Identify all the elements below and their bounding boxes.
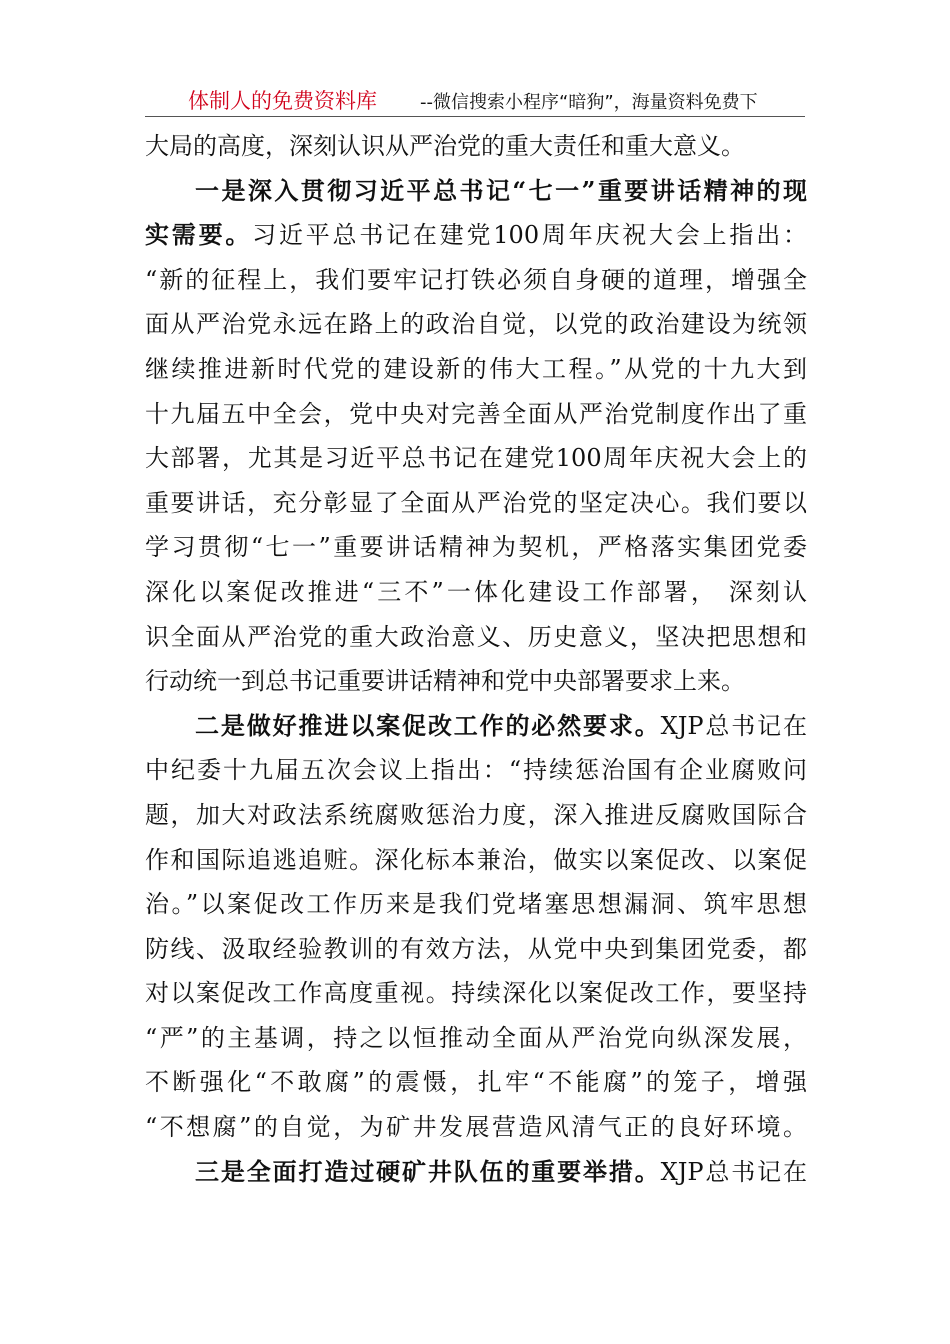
body-text: XJP总书记在 — [660, 1157, 808, 1186]
body-text: 学习贯彻“七一”重要讲话精神为契机，严格落实集团党委 — [145, 533, 807, 562]
text-line — [145, 169, 807, 214]
header-brand: 体制人的免费资料库 — [188, 89, 377, 113]
text-line — [145, 436, 807, 481]
body-text: 不断强化“不敢腐”的震慑，扎牢“不能腐”的笼子，增强 — [145, 1068, 807, 1097]
text-line — [145, 1105, 807, 1150]
body-text: 对以案促改工作高度重视。持续深化以案促改工作，要坚持 — [145, 979, 807, 1008]
page-header — [145, 84, 805, 117]
body-text: 中纪委十九届五次会议上指出：“持续惩治国有企业腐败问 — [145, 756, 807, 785]
body-text: 十九届五中全会，党中央对完善全面从严治党制度作出了重 — [145, 399, 807, 428]
text-line — [145, 1016, 807, 1061]
text-line — [145, 927, 807, 972]
text-line — [145, 570, 807, 615]
text-line — [145, 838, 807, 883]
body-text: 重要讲话，充分彰显了全面从严治党的坚定决心。我们要以 — [145, 488, 807, 517]
body-text: 习近平总书记在建党100周年庆祝大会上指出： — [252, 221, 808, 250]
body-text: 识全面从严治党的重大政治意义、历史意义，坚决把思想和 — [145, 622, 807, 651]
text-line — [145, 302, 807, 347]
body-text: 作和国际追逃追赃。深化标本兼治，做实以案促改、以案促 — [145, 845, 807, 874]
body-text: “不想腐”的自觉，为矿井发展营造风清气正的良好环境。 — [145, 1113, 807, 1142]
text-line — [145, 347, 807, 392]
text-line — [145, 481, 807, 526]
text-line — [145, 659, 807, 704]
text-line — [145, 1150, 807, 1195]
text-line — [145, 971, 807, 1016]
text-line — [145, 213, 807, 258]
body-text: “严”的主基调，持之以恒推动全面从严治党向纵深发展， — [145, 1023, 807, 1052]
text-line — [145, 392, 807, 437]
text-line — [145, 258, 807, 303]
body-text: XJP总书记在 — [660, 711, 808, 740]
body-text: 大部署，尤其是习近平总书记在建党100周年庆祝大会上的 — [145, 444, 807, 473]
body-text: 题，加大对政法系统腐败惩治力度，深入推进反腐败国际合 — [145, 800, 807, 829]
header-note: --微信搜索小程序“暗狗”，海量资料免费下 — [420, 92, 758, 113]
body-text: 行动统一到总书记重要讲话精神和党中央部署要求上来。 — [145, 667, 745, 696]
bold-heading-text: 三是全面打造过硬矿井队伍的重要举措。 — [195, 1156, 661, 1186]
body-text: 深化以案促改推进“三不”一体化建设工作部署， 深刻认 — [145, 577, 807, 606]
body-text: 防线、汲取经验教训的有效方法，从党中央到集团党委，都 — [145, 934, 807, 963]
body-text: 继续推进新时代党的建设新的伟大工程。”从党的十九大到 — [145, 354, 807, 383]
text-line — [145, 704, 807, 749]
body-text: 大局的高度，深刻认识从严治党的重大责任和重大意义。 — [145, 132, 745, 160]
body-text: 治。”以案促改工作历来是我们党堵塞思想漏洞、筑牢思想 — [145, 890, 807, 919]
text-line — [145, 748, 807, 793]
text-line — [145, 882, 807, 927]
text-line — [145, 525, 807, 570]
text-line — [145, 793, 807, 838]
bold-heading-text: 二是做好推进以案促改工作的必然要求。 — [195, 710, 661, 740]
body-text: “新的征程上，我们要牢记打铁必须自身硬的道理，增强全 — [145, 265, 807, 294]
bold-heading-text: 一是深入贯彻习近平总书记“七一”重要讲话精神的现 — [195, 175, 807, 205]
text-line — [145, 1060, 807, 1105]
bold-heading-text: 实需要。 — [145, 220, 253, 250]
text-line — [145, 124, 807, 169]
document-body — [145, 124, 807, 1194]
text-line — [145, 615, 807, 660]
body-text: 面从严治党永远在路上的政治自觉，以党的政治建设为统领 — [145, 310, 807, 339]
